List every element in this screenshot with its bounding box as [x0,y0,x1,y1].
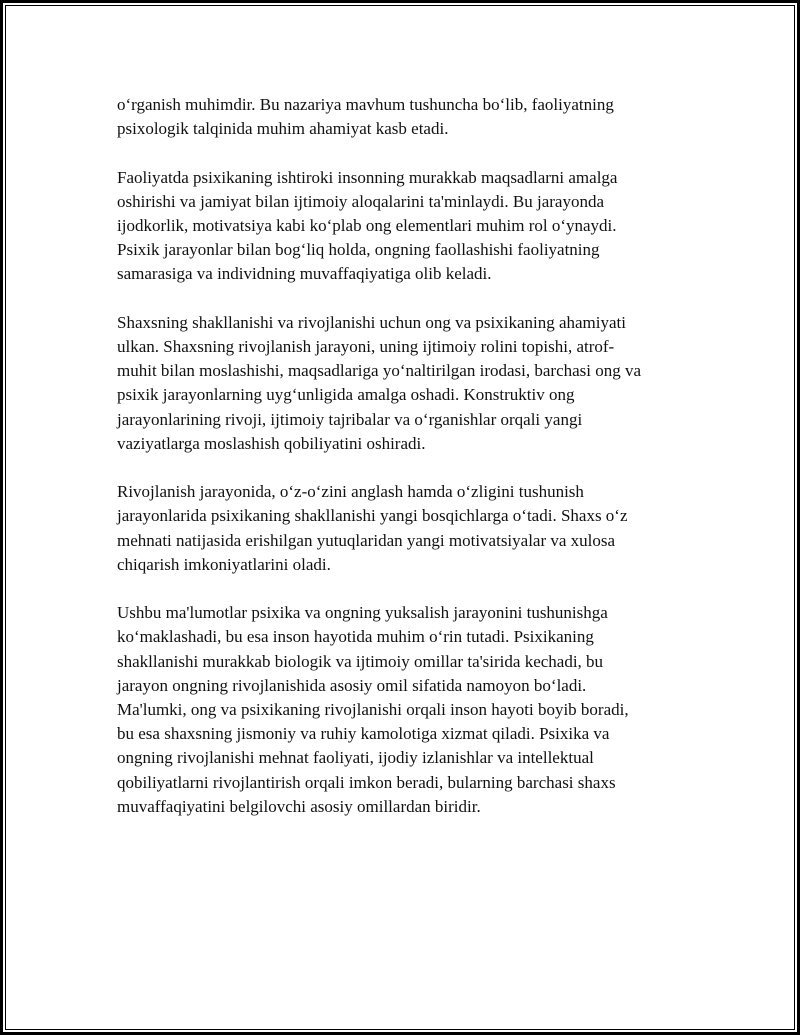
text-line: muvaffaqiyatini belgilovchi asosiy omillardan biridir. [117,796,481,816]
text-line: jarayon ongning rivojlanishida asosiy omil sifatida namoyon bo‘ladi. [117,675,587,695]
text-line: psixologik talqinida muhim ahamiyat kasb etadi. [117,119,449,139]
text-line: chiqarish imkoniyatlarini oladi. [117,554,331,574]
text-line: psixik jarayonlarning uyg‘unligida amalga oshadi. Konstruktiv ong [117,385,575,405]
text-line: Faoliyatda psixikaning ishtiroki insonning murakkab maqsadlarni amalga [117,167,618,187]
text-line: muhit bilan moslashishi, maqsadlariga yo‘naltirilgan irodasi, barchasi ong va [117,361,642,381]
text-line: bu esa shaxsning jismoniy va ruhiy kamolotiga xizmat qiladi. Psixika va [117,724,610,744]
text-line: qobiliyatlarni rivojlantirish orqali imkon beradi, bularning barchasi shaxs [117,772,616,792]
text-line: o‘rganish muhimdir. Bu nazariya mavhum tushuncha bo‘lib, faoliyatning [117,95,614,114]
paragraph-4 [117,480,697,577]
text-line: Rivojlanish jarayonida, o‘z-o‘zini anglash hamda o‘zligini tushunish [117,482,584,502]
text-line: Ma'lumki, ong va psixikaning rivojlanishi orqali inson hayoti boyib boradi, [117,700,629,720]
text-line: mehnati natijasida erishilgan yutuqlaridan yangi motivatsiyalar va xulosa [117,530,616,550]
text-line: jarayonlarining rivoji, ijtimoiy tajribalar va o‘rganishlar orqali yangi [117,409,583,429]
paragraph-3 [117,311,697,456]
text-line: jarayonlarida psixikaning shakllanishi yangi bosqichlarga o‘tadi. Shaxs o‘z [117,506,628,526]
text-line: samarasiga va individning muvaffaqiyatiga olib keladi. [117,264,492,284]
paragraph-5 [117,601,697,819]
text-line: vaziyatlarga moslashish qobiliyatini oshiradi. [117,433,426,453]
paragraph-1 [117,93,697,141]
text-line: ongning rivojlanishi mehnat faoliyati, ijodiy izlanishlar va intellektual [117,748,594,768]
text-line: Shaxsning shakllanishi va rivojlanishi uchun ong va psixikaning ahamiyati [117,312,626,332]
paragraph-2 [117,166,697,287]
text-line: shakllanishi murakkab biologik va ijtimoiy omillar ta'sirida kechadi, bu [117,651,604,671]
text-line: ijodkorlik, motivatsiya kabi ko‘plab ong elementlari muhim rol o‘ynaydi. [117,216,617,235]
text-line: Psixik jarayonlar bilan bog‘liq holda, ongning faollashishi faoliyatning [117,240,600,260]
text-line: Ushbu ma'lumotlar psixika va ongning yuksalish jarayonini tushunishga [117,603,608,623]
text-line: ulkan. Shaxsning rivojlanish jarayoni, uning ijtimoiy rolini topishi, atrof- [117,337,615,356]
document-body [117,93,697,843]
text-line: oshirishi va jamiyat bilan ijtimoiy aloqalarini ta'minlaydi. Bu jarayonda [117,191,604,211]
text-line: ko‘maklashadi, bu esa inson hayotida muhim o‘rin tutadi. Psixikaning [117,627,594,647]
